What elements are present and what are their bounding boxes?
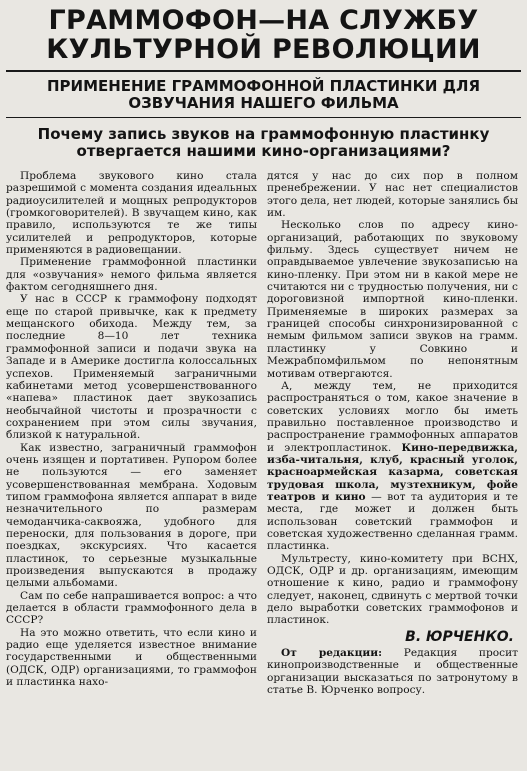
paragraph: Применение граммофонной пластинки для «озвучания» немого фильма является фактом сегодняшнего дня.	[6, 256, 257, 294]
paragraph: дятся у нас до сих пор в полном пренебрежении. У нас нет специалистов этого дела, нет людей, которые занялись бы им.	[267, 170, 518, 220]
left-column	[6, 170, 257, 696]
paragraph: У нас в СССР к граммофону подходят еще по старой привычке, как к предмету мещанского обихода. Между тем, за последние 8—10 лет техника граммофонной записи и подачи звука на Западе и в Америке достигла колоссальных успехов. Применяемый заграничными кабинетами метод усовершенствованного «напева» пластинок дает звукозапись необычайной чистоты и прозрачности с сохранением при этом силы звучания, близкой к натуральной.	[6, 293, 257, 442]
paragraph: Сам по себе напрашивается вопрос: а что делается в области граммофонного дела в СССР?	[6, 589, 257, 627]
headline-rule	[6, 70, 521, 72]
paragraph: Проблема звукового кино стала разрешимой с момента создания идеальных радиоусилителей и мощных репродукторов (громкоговорителей). В звучащем кино, как правило, используются те же типы усилителей и репродукторов, которые применяются в радиовещании.	[6, 170, 257, 257]
subheadline-rule	[6, 117, 521, 118]
subheadline: ПРИМЕНЕНИЕ ГРАММОФОННОЙ ПЛАСТИНКИ ДЛЯ ОЗВУЧАНИЯ НАШЕГО ФИЛЬМА	[46, 77, 481, 112]
paragraph	[267, 380, 518, 553]
paragraph: Несколько слов по адресу кино-организаций, работающих по звуковому фильму. Здесь существует ничем не оправдываемое увлечение звукозаписью на кино-пленку. При этом ни в какой мере не считаются ни с трудностью получения, ни с дороговизной импортной кино-пленки. Применяемые в широких размерах за границей способы синхронизированной с немым фильмом записи звуков на грамм. пластинку у Совкино и Межрабпомфильмом по непонятным мотивам отвергаются.	[267, 219, 518, 380]
paragraph-text: А, между тем, не приходится распространяться о том, какое значение в советских условиях могло бы иметь правильно поставленное производство и распространение граммофонных аппаратов и электропластинок.	[267, 379, 518, 454]
paragraph-text: — вот та аудитория и те места, где может и должен быть использован советский граммофон и советская художественно сделанная грамм. пластинка.	[267, 490, 518, 553]
author-signature: В. ЮРЧЕНКО.	[405, 628, 514, 645]
editorial-note-label: От редакции:	[281, 647, 383, 660]
editorial-note-text: Редакция просит кинопроизводственные и общественные организации высказаться по затронутому в статье В. Юрченко вопросу.	[267, 647, 518, 697]
paragraph: Мультресту, кино-комитету при ВСНХ, ОДСК, ОДР и др. организациям, имеющим отношение к кино, радио и граммофону следует, наконец, сдвинуть с мертвой точки дело выработки советских граммофонов и пластинок.	[267, 552, 518, 627]
headline: ГРАММОФОН—НА СЛУЖБУ КУЛЬТУРНОЙ РЕВОЛЮЦИИ	[46, 5, 481, 65]
right-column	[267, 170, 518, 696]
emphasized-text: Кино-передвижка, изба-читальня, клуб, красный уголок, красноармейская казарма, советская трудовая школа, музтехникум, фойе театров и кино	[267, 441, 518, 503]
paragraph: Как известно, заграничный граммофон очень изящен и портативен. Рупором более не пользуются — его заменяет усовершенствованная мембрана. Ходовым типом граммофона является аппарат в виде незначительного по размерам чемоданчика-саквояжа, удобного для переноски, для пользования в дороге, при поездках, экскурсиях. Что касается пластинок, то серьезные музыкальные произведения выпускаются в продажу целыми альбомами.	[6, 441, 257, 590]
editorial-note	[267, 647, 518, 696]
paragraph: На это можно ответить, что если кино и радио еще уделяется известное внимание государственными и общественными (ОДСК, ОДР) организациями, то граммофон и пластинка нахо-	[6, 626, 257, 689]
article-body	[6, 170, 521, 696]
question-heading: Почему запись звуков на граммофонную пластинку отвергается нашими кино-организациями?	[37, 125, 490, 160]
